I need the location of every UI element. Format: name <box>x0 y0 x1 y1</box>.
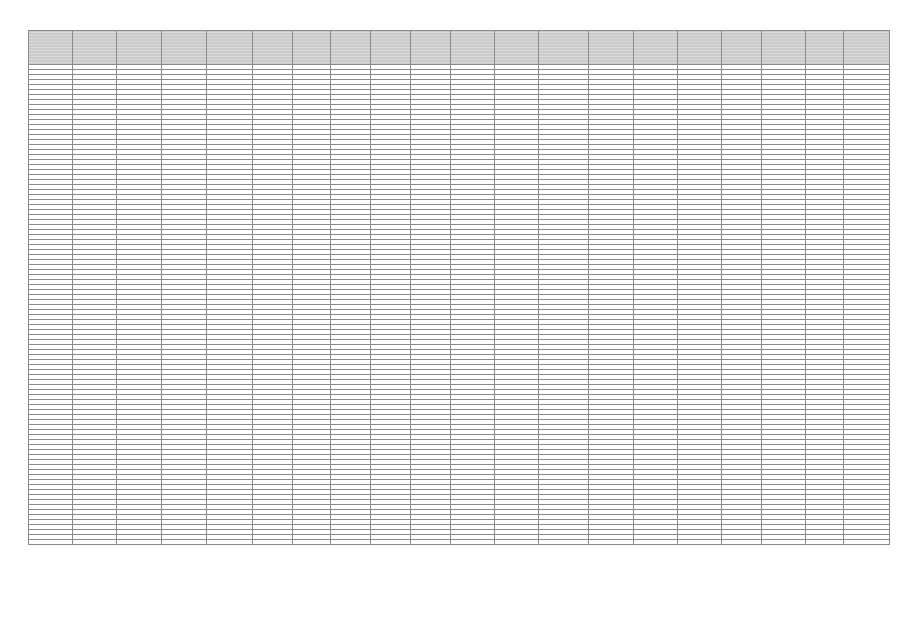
table-cell[interactable] <box>73 540 117 545</box>
table-cell[interactable] <box>495 540 539 545</box>
column-header[interactable] <box>117 31 162 65</box>
column-header[interactable] <box>253 31 293 65</box>
table-cell[interactable] <box>451 540 495 545</box>
column-header[interactable] <box>539 31 589 65</box>
table-cell[interactable] <box>762 540 806 545</box>
column-header[interactable] <box>293 31 331 65</box>
column-header[interactable] <box>806 31 844 65</box>
column-header[interactable] <box>371 31 411 65</box>
column-header[interactable] <box>207 31 253 65</box>
table-body <box>29 65 890 545</box>
table-cell[interactable] <box>207 540 253 545</box>
table-cell[interactable] <box>806 540 844 545</box>
table-cell[interactable] <box>411 540 451 545</box>
column-header[interactable] <box>844 31 890 65</box>
column-header[interactable] <box>495 31 539 65</box>
table-cell[interactable] <box>331 540 371 545</box>
table-cell[interactable] <box>589 540 634 545</box>
table-cell[interactable] <box>253 540 293 545</box>
column-header[interactable] <box>634 31 678 65</box>
table-cell[interactable] <box>293 540 331 545</box>
table-cell[interactable] <box>371 540 411 545</box>
column-header[interactable] <box>162 31 207 65</box>
table-cell[interactable] <box>678 540 722 545</box>
table-cell[interactable] <box>844 540 890 545</box>
header-row <box>29 31 890 65</box>
column-header[interactable] <box>411 31 451 65</box>
column-header[interactable] <box>678 31 722 65</box>
table-cell[interactable] <box>634 540 678 545</box>
column-header[interactable] <box>73 31 117 65</box>
table-cell[interactable] <box>117 540 162 545</box>
column-header[interactable] <box>762 31 806 65</box>
table-cell[interactable] <box>722 540 762 545</box>
column-header[interactable] <box>451 31 495 65</box>
column-header[interactable] <box>29 31 73 65</box>
column-header[interactable] <box>722 31 762 65</box>
table-cell[interactable] <box>539 540 589 545</box>
table-cell[interactable] <box>29 540 73 545</box>
column-header[interactable] <box>331 31 371 65</box>
table-cell[interactable] <box>162 540 207 545</box>
table-row <box>29 540 890 545</box>
column-header[interactable] <box>589 31 634 65</box>
data-table <box>28 30 890 545</box>
